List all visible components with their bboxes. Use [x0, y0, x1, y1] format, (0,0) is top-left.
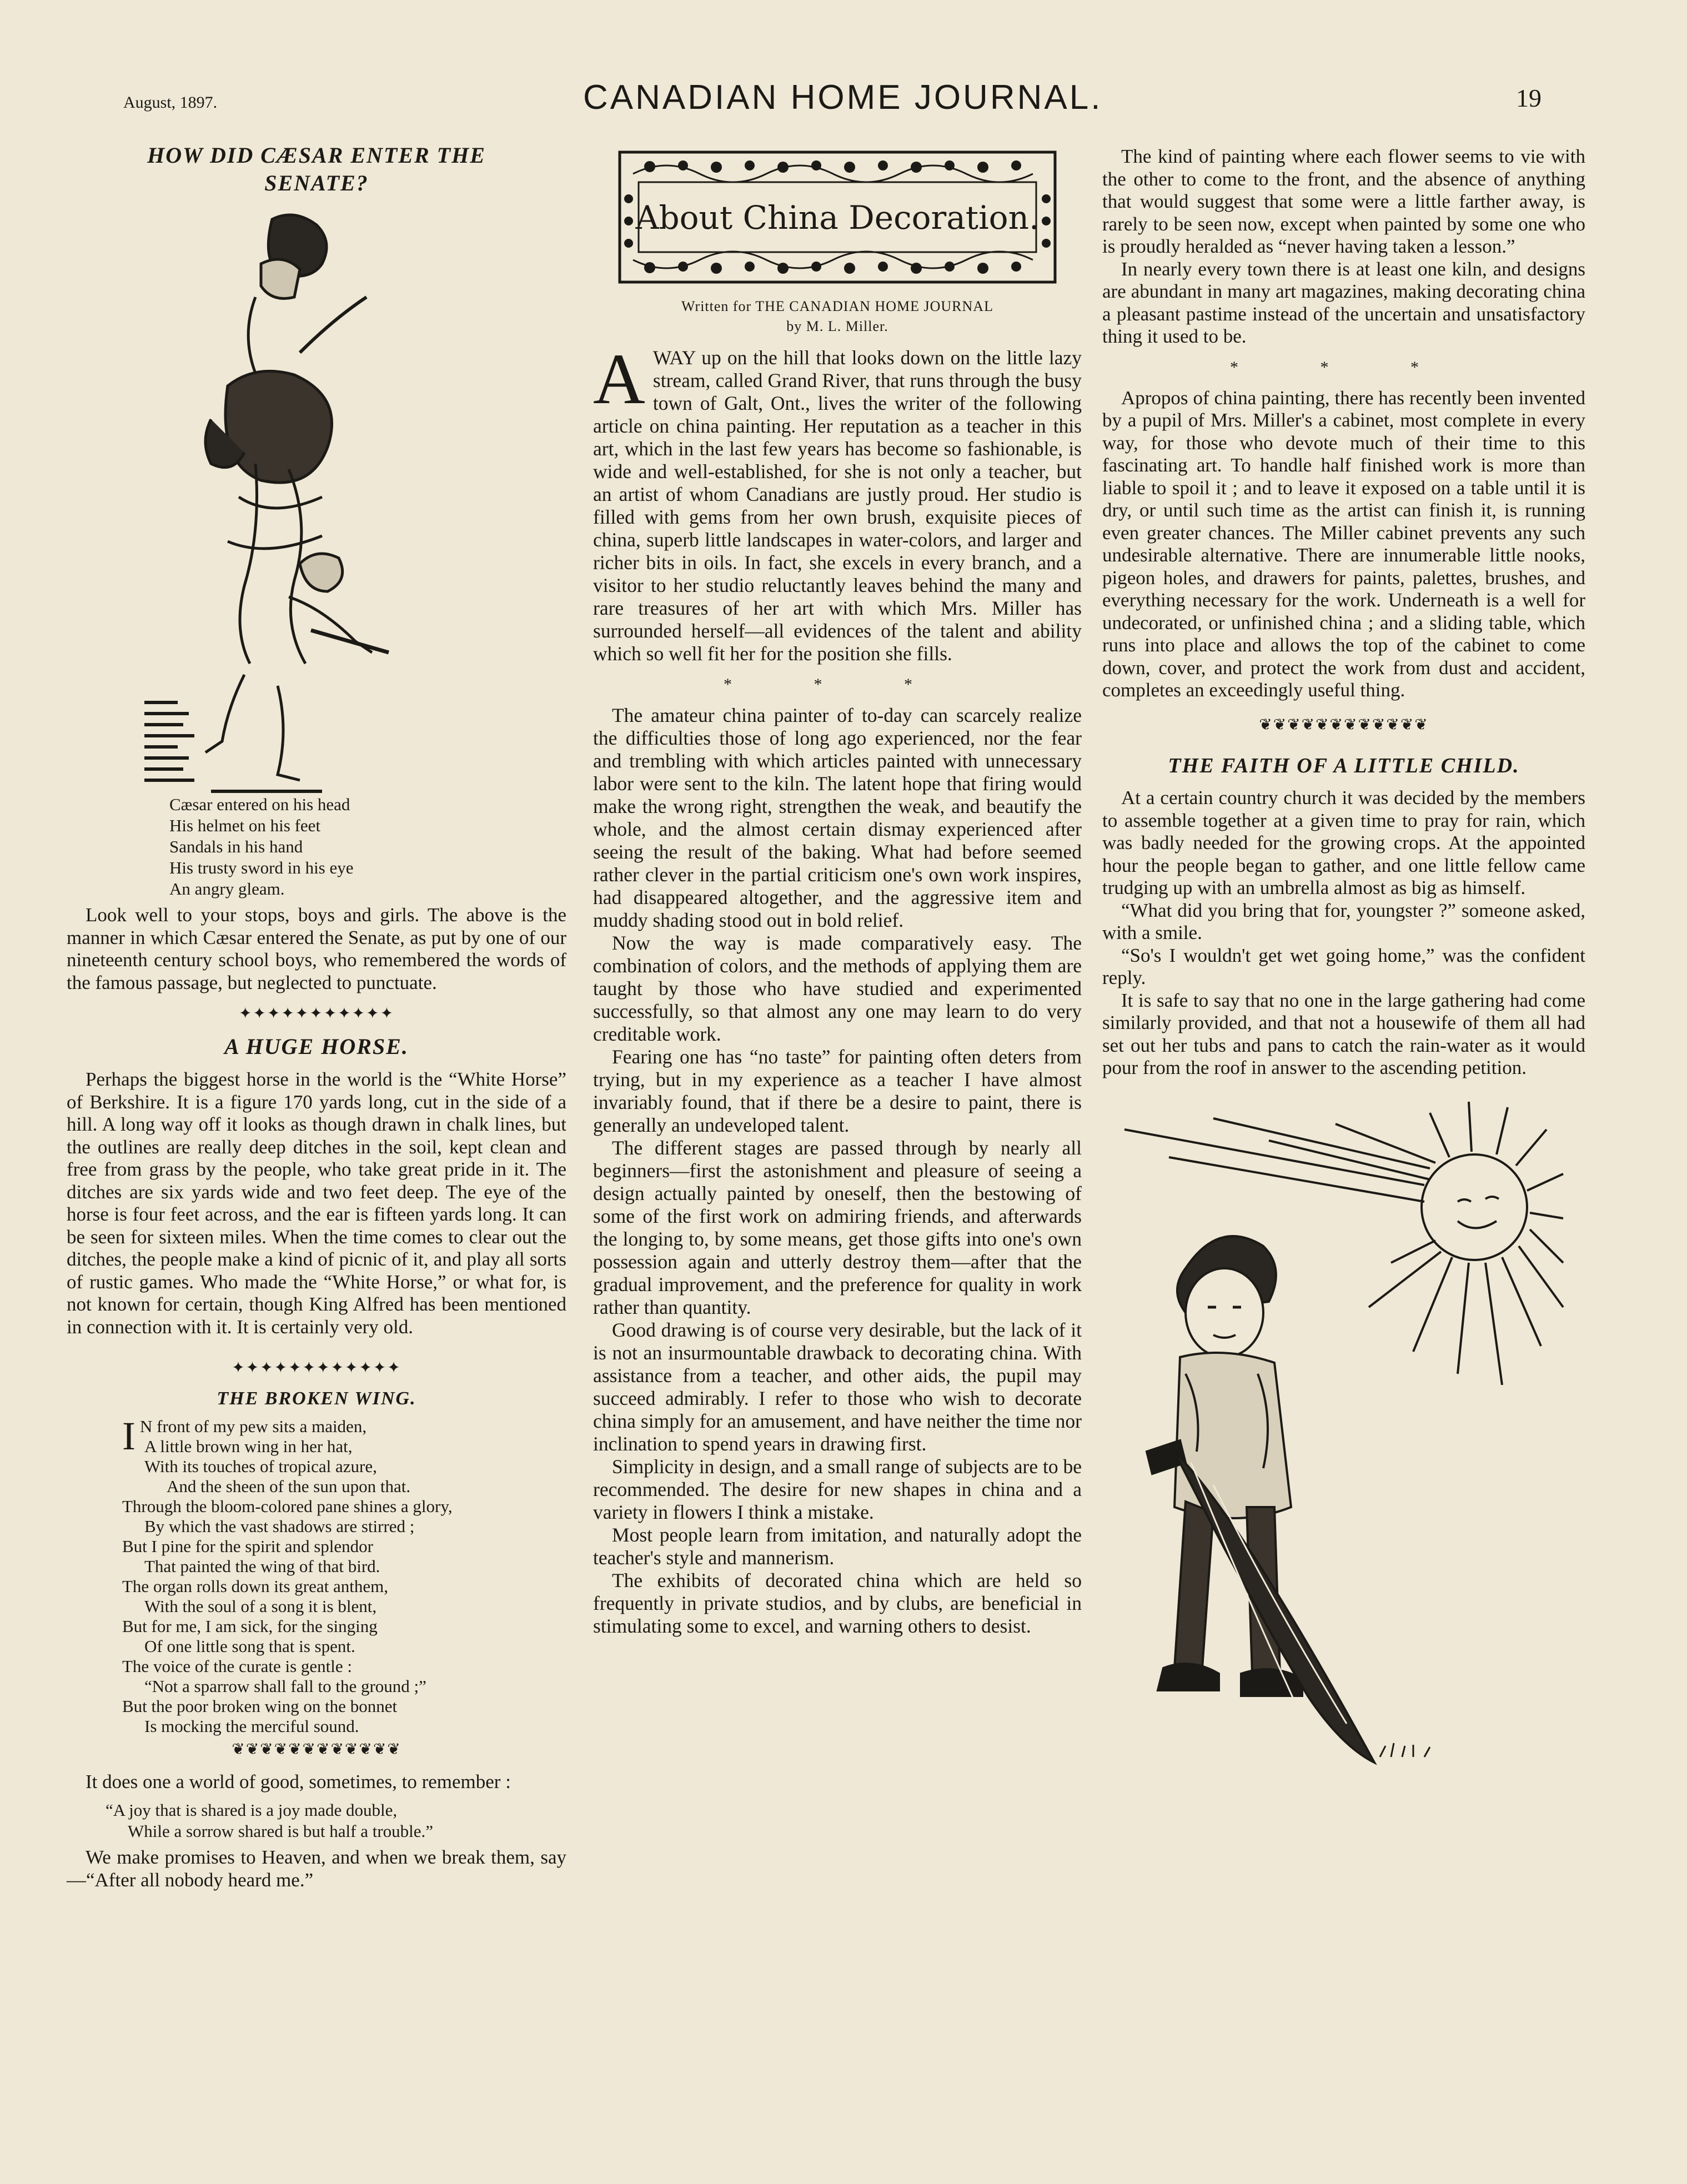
- quote-line: “A joy that is shared is a joy made double,: [106, 1800, 398, 1820]
- closing-quote: [106, 1800, 566, 1842]
- drop-cap: A: [593, 339, 645, 419]
- column-right: [1102, 145, 1585, 1796]
- faith-paragraph: “So's I wouldn't get wet going home,” was the confident reply.: [1102, 944, 1585, 988]
- closing-paragraph: It does one a world of good, sometimes, to remember :: [86, 1770, 511, 1793]
- faith-paragraph: At a certain country church it was decided by the members to assemble together at a given time to pray for rain, which was badly needed for the growing crops. At the appointed hour the people began to gather, and one little fellow came trudging up with an umbrella almost as big as himself.: [1102, 787, 1585, 898]
- verse-line: His trusty sword in his eye: [169, 858, 354, 877]
- article-paragraph: Most people learn from imitation, and naturally adopt the teacher's style and mannerism.: [593, 1524, 1082, 1569]
- poem-line: A little brown wing in her hat,: [144, 1436, 353, 1456]
- child-sun-drawing: [1102, 1096, 1569, 1796]
- ornament-divider: ❦❦❦❦❦❦❦❦❦❦❦❦: [232, 1740, 401, 1758]
- wing-heading: THE BROKEN WING.: [217, 1388, 416, 1409]
- faith-paragraph: “What did you bring that for, youngster ?” someone asked, with a smile.: [1102, 899, 1585, 943]
- journal-title: CANADIAN HOME JOURNAL.: [583, 78, 1103, 117]
- article-paragraph: In nearly every town there is at least one kiln, and designs are abundant in many art magazines, making decorating china a pleasant pastime instead of the uncertain and unsatisfactory thing it used to be.: [1102, 258, 1585, 347]
- article-paragraph: [593, 339, 1082, 665]
- article-paragraph: Simplicity in design, and a small range of subjects are to be recommended. The desire for new shapes in china and a variety in flowers I think a mistake.: [593, 1455, 1082, 1523]
- child-umbrella-illustration: [1102, 1096, 1585, 1796]
- article-paragraph: The different stages are passed through by nearly all beginners—first the astonishment and pleasure of seeing a design actually painted by oneself, then the bestowing of some of the first work on admiring friends, and afterwards the longing to, by some means, get those gifts into one's own possession again and utterly destroy them—after that the gradual improvement, and the preference for quality in work rather than quantity.: [593, 1137, 1082, 1318]
- section-break: * * *: [724, 675, 951, 694]
- quote-line: While a sorrow shared is but half a trouble.”: [128, 1821, 434, 1841]
- poem-line: Through the bloom-colored pane shines a glory,: [122, 1496, 453, 1516]
- caesar-verse: [169, 794, 566, 900]
- ornament-divider: ✦✦✦✦✦✦✦✦✦✦✦: [238, 1005, 395, 1022]
- byline-line: Written for THE CANADIAN HOME JOURNAL: [681, 298, 993, 314]
- byline-author: by M. L. Miller.: [786, 318, 888, 334]
- poem-line: The voice of the curate is gentle :: [122, 1656, 353, 1676]
- article-paragraph: The kind of painting where each flower seems to vie with the other to come to the front, and the absence of anything that would suggest that some were a little farther away, is rarely to be seen now, except when painted by some one who is proudly heralded as “never having taken a lesson.”: [1102, 145, 1585, 257]
- ornament-divider: ✦✦✦✦✦✦✦✦✦✦✦✦: [232, 1359, 401, 1377]
- first-paragraph-text: WAY up on the hill that looks down on the little lazy stream, called Grand River, that runs through the busy town of Galt, Ont., lives the writer of the following article on china painting. Her reputation as a teacher in this art, which in the last few years has become so fashionable, is wide and well-established, for she is not only a teacher, but an artist of whom Canadians are justly proud. Her studio is filled with gems from her own brush, exquisite pieces of china, superb little landscapes in water-colors, and larger and richer bits in oils. In fact, she excels in every branch, and a visitor to her studio reluctantly leaves behind the many and rare treasures of her art with which Mrs. Miller has surrounded herself—all evidences of the talent and ability which so well fit her for the position she fills.: [593, 347, 1082, 665]
- faith-heading: THE FAITH OF A LITTLE CHILD.: [1168, 754, 1520, 777]
- verse-line: Cæsar entered on his head: [169, 795, 350, 814]
- section-break: * * *: [1230, 358, 1458, 376]
- verse-line: His helmet on his feet: [169, 816, 321, 835]
- caesar-paragraph: Look well to your stops, boys and girls. The above is the manner in which Cæsar entered the Senate, as put by one of our nineteenth century school boys, who remembered the words of the famous passage, but neglected to punctuate.: [67, 904, 566, 993]
- poem-line: N front of my pew sits a maiden,: [139, 1416, 367, 1436]
- column-center: [593, 145, 1082, 1638]
- article-title: About China Decoration.: [635, 199, 1040, 237]
- poem-stanza: [122, 1413, 566, 1497]
- poem-line: The organ rolls down its great anthem,: [122, 1576, 388, 1596]
- article-paragraph: Good drawing is of course very desirable, but the lack of it is not an insurmountable drawback to decorating china. With assistance from a teacher, and other aids, the pupil may succeed admirably. I refer to those who wish to decorate china simply for an amusement, and have neither the time nor inclination to spend years in drawing first.: [593, 1319, 1082, 1455]
- ornament-divider: ❦❦❦❦❦❦❦❦❦❦❦❦: [1259, 716, 1429, 734]
- horse-paragraph: Perhaps the biggest horse in the world is the “White Horse” of Berkshire. It is a figure 170 yards long, cut in the side of a hill. A long way off it looks as though drawn in chalk lines, but the outlines are really deep ditches in the soil, kept clean and free from grass by the people, who take great pride in it. The ditches are six yards wide and two feet deep. The eye of the horse is four feet across, and the ear is fifteen yards long. It can be seen for sixteen miles. When the time comes to clear out the ditches, the people make a kind of picnic of it, and play all sorts of rustic games. Who made the “White Horse,” or what for, is not known for certain, though King Alfred has been mentioned in connection with it. It is certainly very old.: [67, 1068, 566, 1338]
- poem-line: With the soul of a song it is blent,: [144, 1596, 377, 1616]
- wing-poem: [122, 1413, 566, 1736]
- drop-cap: I: [122, 1413, 135, 1458]
- poem-line: But I pine for the spirit and splendor: [122, 1536, 373, 1556]
- article-paragraph: Now the way is made comparatively easy. The combination of colors, and the methods of applying them are taught by those who have studied and experimented successfully, so that almost any one may learn to do very creditable work.: [593, 932, 1082, 1045]
- poem-stanza: [122, 1656, 566, 1736]
- page-number: 19: [1516, 84, 1542, 112]
- article-paragraph: The exhibits of decorated china which are held so frequently in private studios, and by clubs, are beneficial in stimulating some to excel, and warning others to desist.: [593, 1569, 1082, 1637]
- poem-line: But the poor broken wing on the bonnet: [122, 1696, 398, 1716]
- poem-line: That painted the wing of that bird.: [144, 1556, 380, 1576]
- poem-stanza: [122, 1577, 566, 1656]
- column-left: [67, 142, 566, 1891]
- article-paragraph: Apropos of china painting, there has recently been invented by a pupil of Mrs. Miller's a cabinet, most complete in every way, for those who devote much of their time to this fascinating art. To handle half finished work is more than liable to spoil it ; and to leave it exposed on a table until it is dry, or until such time as the artist can finish it, is running even greater chances. The Miller cabinet prevents any such undesirable alternative. There are innumerable little nooks, pigeon holes, and drawers for paints, palettes, brushes, and everything necessary for the work. Underneath is a well for undecorated, or unfinished china ; and a sliding table, which runs into place and allows the top of the cabinet to come down, cover, and protect the work from dust and accident, completes an exceedingly useful thing.: [1102, 386, 1585, 701]
- article-paragraph: Fearing one has “no taste” for painting often deters from trying, but in my experience as a teacher I have almost invariably found, that if there be a desire to paint, there is generally an undeveloped talent.: [593, 1046, 1082, 1136]
- verse-line: An angry gleam.: [169, 879, 285, 898]
- verse-line: Sandals in his hand: [169, 837, 303, 856]
- closing-paragraph: We make promises to Heaven, and when we break them, say—“After all nobody heard me.”: [67, 1846, 566, 1891]
- poem-stanza: [122, 1497, 566, 1577]
- caesar-heading: HOW DID CÆSAR ENTER THE SENATE?: [147, 143, 486, 195]
- poem-line: With its touches of tropical azure,: [144, 1456, 377, 1476]
- poem-line: “Not a sparrow shall fall to the ground ;”: [144, 1676, 426, 1696]
- article-title-frame: [616, 149, 1058, 285]
- poem-line: And the sheen of the sun upon that.: [167, 1476, 411, 1496]
- faith-paragraph: It is safe to say that no one in the large gathering had come similarly provided, and that not a housewife of them all had set out her tubs and pans to catch the rain-water as it would pour from the roof in answer to the ascending petition.: [1102, 989, 1585, 1078]
- issue-date: August, 1897.: [123, 93, 218, 112]
- byline: [593, 297, 1082, 337]
- article-paragraph: The amateur china painter of to-day can scarcely realize the difficulties those of long ago experienced, nor the fear and trembling with which articles painted with unnecessary labor were sent to the kiln. The latent hope that firing would make the wrong right, strengthen the weak, and beautify the whole, and the almost certain dismay experienced after seeing the result of the baking. What had before seemed rather clever in the partial criticism one's own work inspires, had disappeared altogether, and the aggressive item and muddy shading stood out in bold relief.: [593, 704, 1082, 931]
- poem-line: Of one little song that is spent.: [144, 1636, 355, 1656]
- poem-line: But for me, I am sick, for the singing: [122, 1616, 378, 1636]
- horse-heading: A HUGE HORSE.: [224, 1034, 409, 1059]
- caesar-drawing: [144, 208, 489, 819]
- poem-line: Is mocking the merciful sound.: [144, 1716, 359, 1736]
- poem-line: By which the vast shadows are stirred ;: [144, 1516, 415, 1536]
- caesar-illustration: [144, 208, 533, 819]
